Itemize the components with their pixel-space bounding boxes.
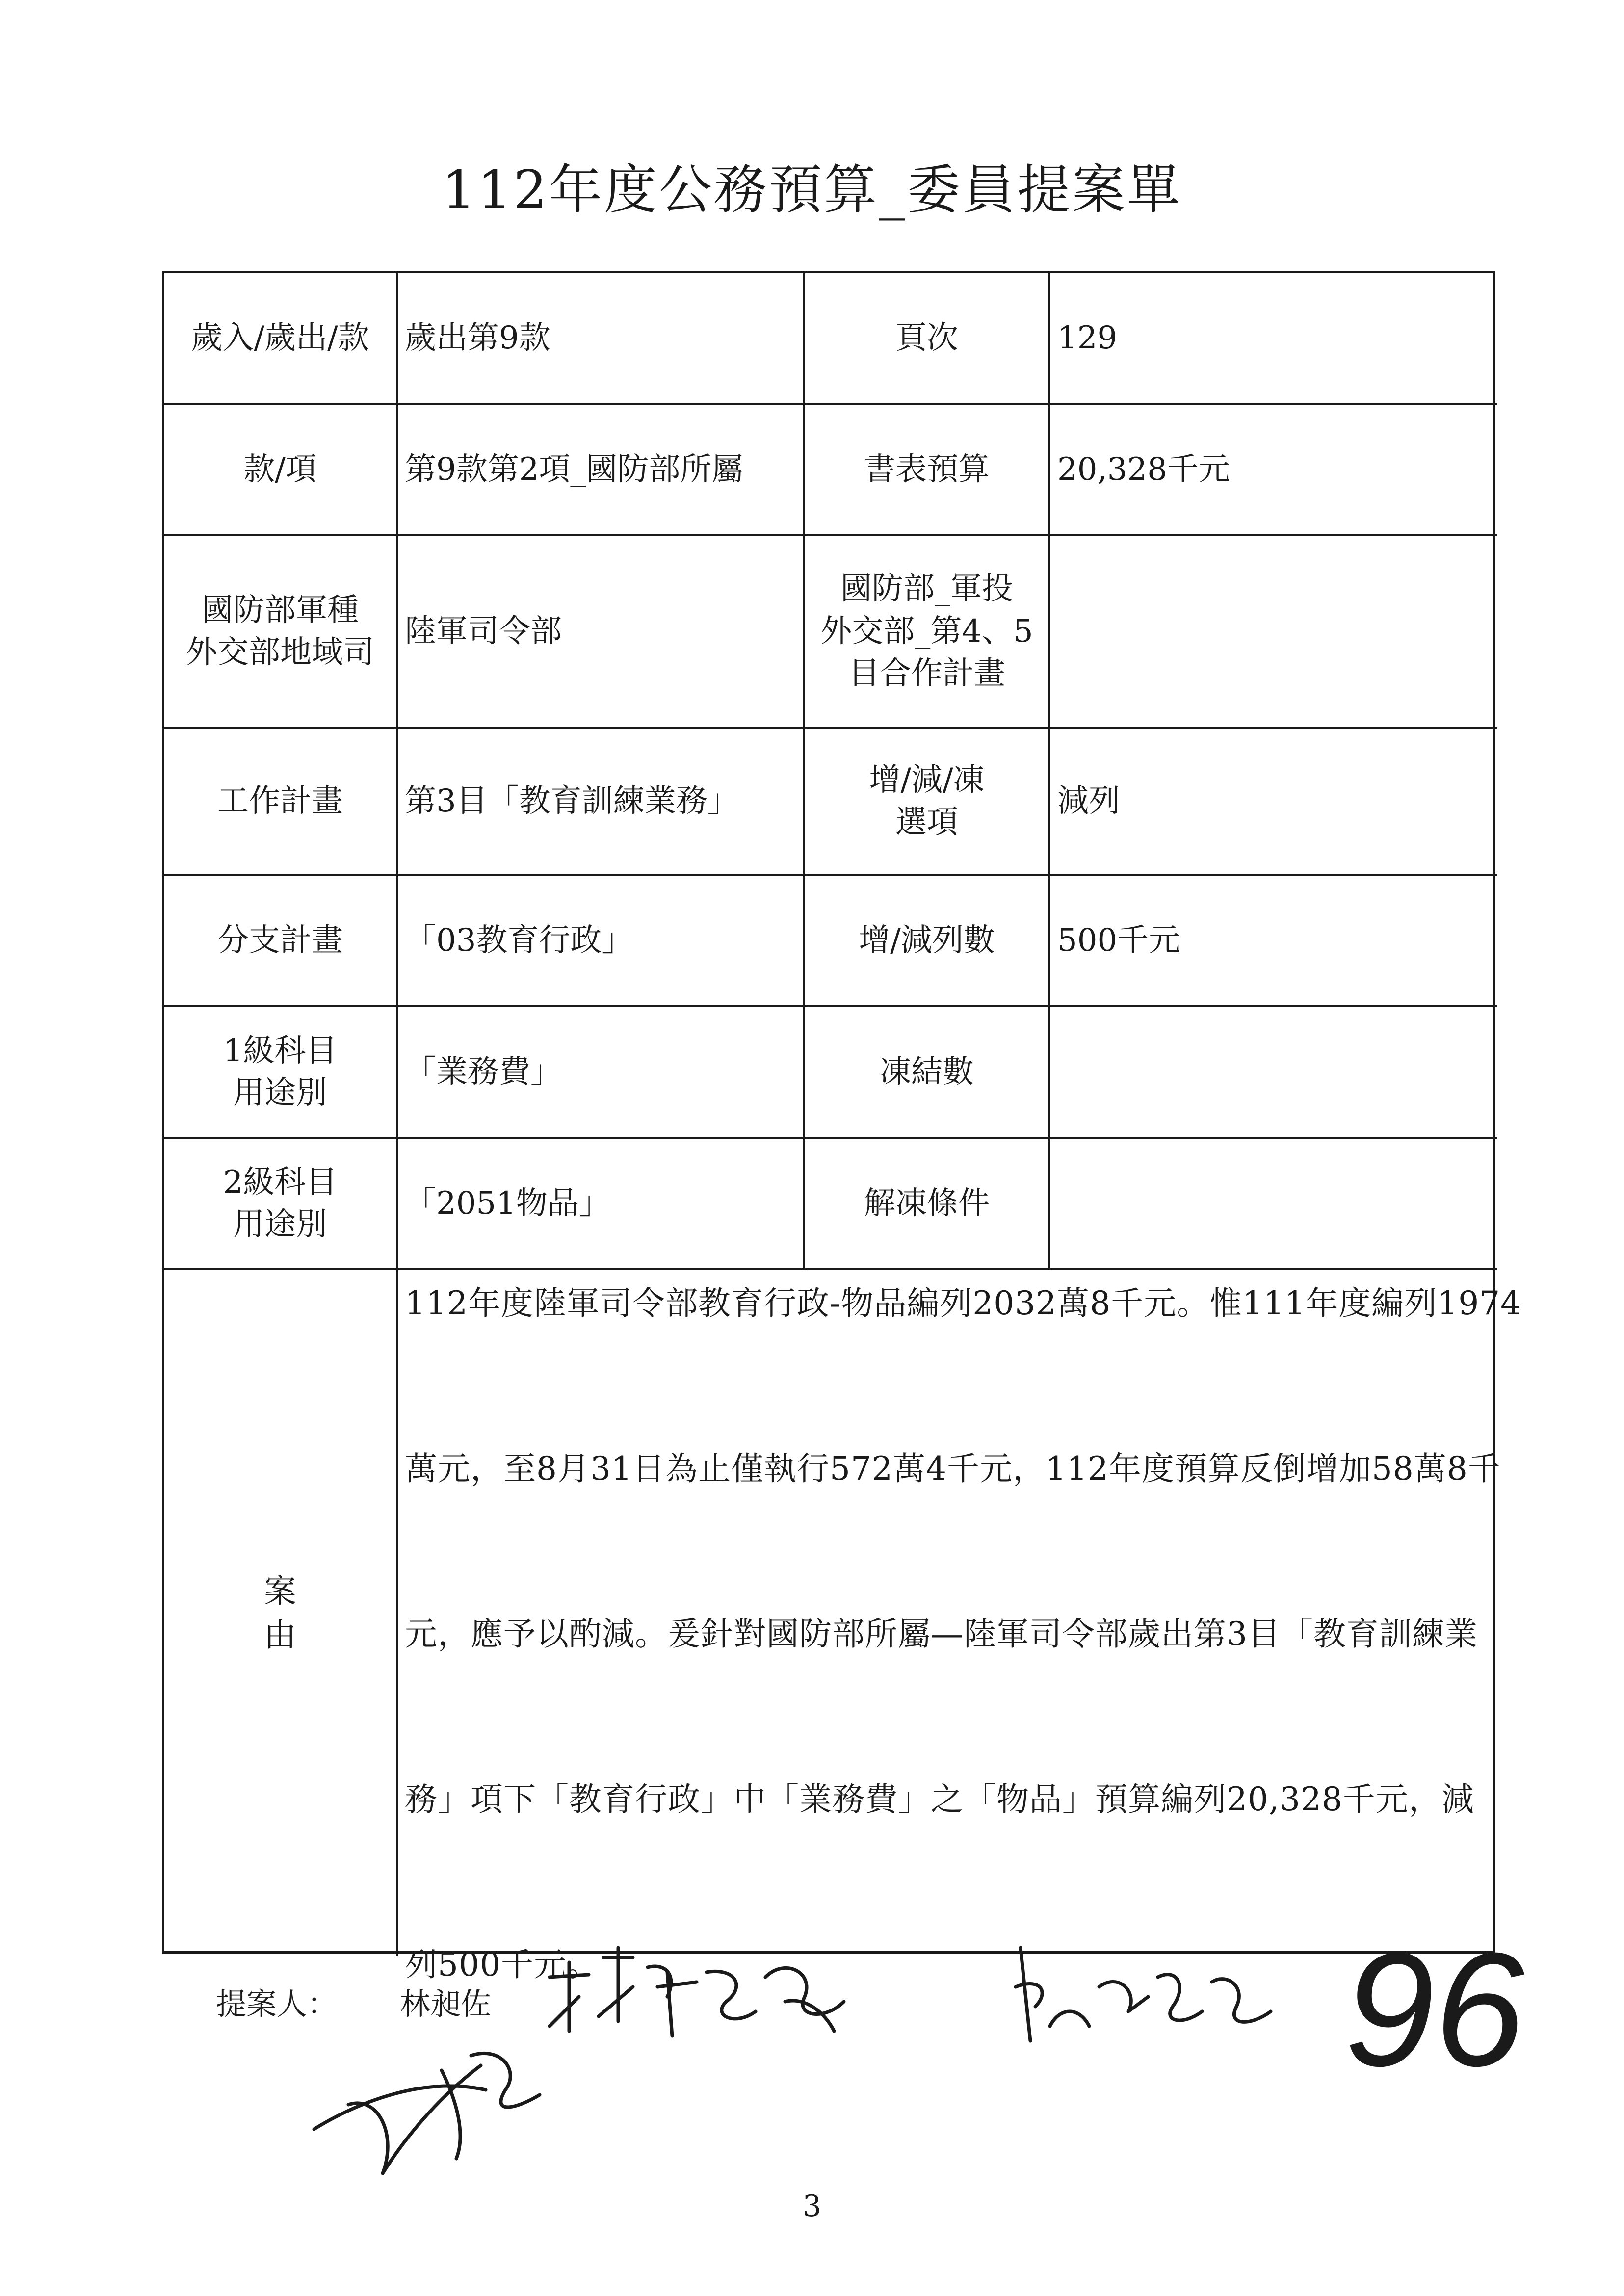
label-level1-account: 1級科目 用途別 [164,1007,398,1139]
value-work-plan: 第3目「教育訓練業務」 [398,729,805,876]
value-adjust-amount: 500千元 [1050,876,1497,1007]
label-statement-budget: 書表預算 [805,405,1050,536]
reason-line: 112年度陸軍司令部教育行政-物品編列2032萬8千元。惟111年度編列1974 [405,1284,1522,1322]
value-service-branch: 陸軍司令部 [398,536,805,729]
reason-line: 萬元，至8月31日為止僅執行572萬4千元，112年度預算反倒增加58萬8千 [405,1450,1501,1487]
label-page: 頁次 [805,273,1050,405]
label-adjust-amount: 增/減列數 [805,876,1050,1007]
value-level1-account: 「業務費」 [398,1007,805,1139]
handwritten-number: 96 [1344,1928,1525,2100]
label-section-item: 款/項 [164,405,398,536]
value-budget-type: 歲出第9款 [398,273,805,405]
proposal-form-table [162,271,1522,1983]
value-military-investment [1050,536,1497,729]
label-work-plan: 工作計畫 [164,729,398,876]
value-page: 129 [1050,273,1497,405]
label-military-investment: 國防部_軍投 外交部_第4、5 目合作計畫 [805,536,1050,729]
value-frozen-amount [1050,1007,1497,1139]
label-frozen-amount: 凍結數 [805,1007,1050,1139]
handwritten-signatures [294,1928,1570,2198]
value-adjust-option: 減列 [1050,729,1497,876]
value-level2-account: 「2051物品」 [398,1139,805,1270]
proposer-name: 林昶佐 [400,1986,492,2022]
value-section-item: 第9款第2項_國防部所屬 [398,405,805,536]
signature-1 [314,2053,540,2173]
value-branch-plan: 「03教育行政」 [398,876,805,1007]
label-level2-account: 2級科目 用途別 [164,1139,398,1270]
proposer-label: 提案人： [216,1986,338,2022]
reason-line: 元，應予以酌減。爰針對國防部所屬—陸軍司令部歲出第3目「教育訓練業 [405,1615,1478,1653]
value-statement-budget: 20,328千元 [1050,405,1497,536]
reason-text [398,1270,1522,1983]
label-service-branch: 國防部軍種 外交部地域司 [164,536,398,729]
label-branch-plan: 分支計畫 [164,876,398,1007]
value-unfreeze-condition [1050,1139,1497,1270]
signature-2 [550,1948,844,2036]
reason-line: 務」項下「教育行政」中「業務費」之「物品」預算編列20,328千元，減 [405,1780,1474,1818]
page-title: 112年度公務預算_委員提案單 [442,159,1182,221]
label-adjust-option: 增/減/凍 選項 [805,729,1050,876]
reason-line: 列500千元。 [405,1946,600,1983]
page-number: 3 [802,2189,822,2223]
label-budget-type: 歲入/歲出/款 [164,273,398,405]
label-reason: 案由 [164,1270,398,1956]
signature-3 [1016,1948,1271,2041]
label-unfreeze-condition: 解凍條件 [805,1139,1050,1270]
